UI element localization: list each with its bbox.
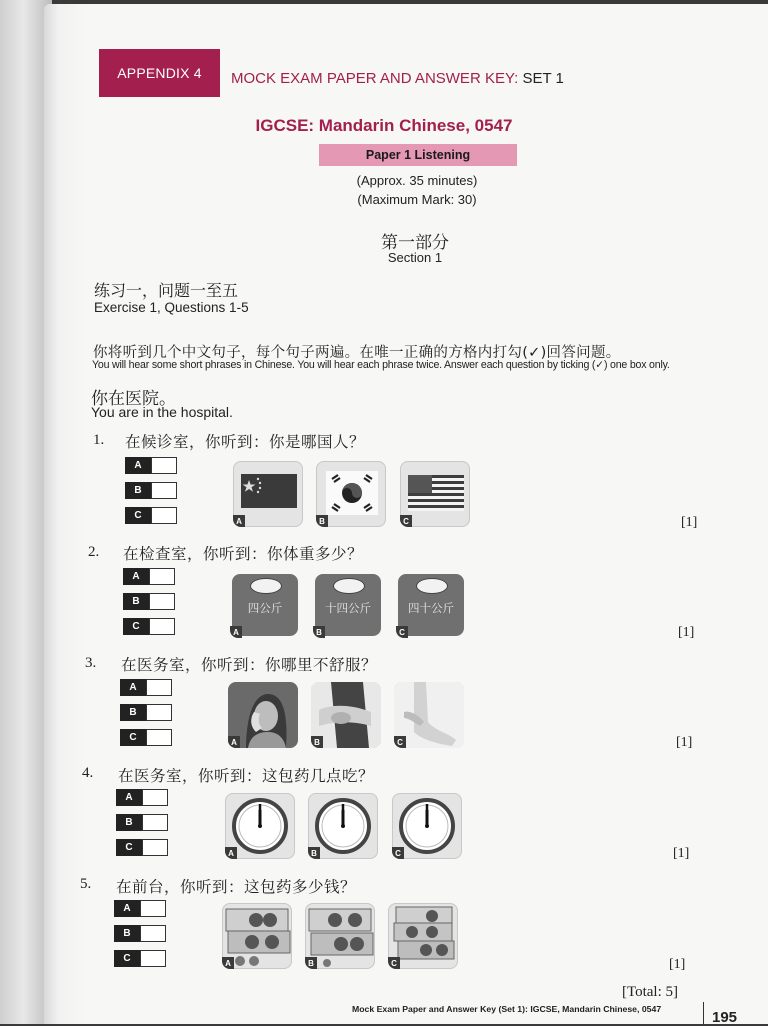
- question-1-option-b: [125, 482, 177, 499]
- option-label: C: [125, 507, 151, 524]
- clock-picture-b: [308, 793, 378, 859]
- section-title-en: Section 1: [387, 250, 443, 265]
- banknotes-picture-c: [388, 903, 458, 969]
- clock-picture-a: [225, 793, 295, 859]
- question-1-option-c: [125, 507, 177, 524]
- question-3-checkbox-a[interactable]: [146, 679, 172, 696]
- option-label: C: [120, 729, 146, 746]
- question-5-checkbox-a[interactable]: [140, 900, 166, 917]
- question-4-checkbox-a[interactable]: [142, 789, 168, 806]
- scale-dial: [333, 578, 365, 594]
- question-2-option-b: [123, 593, 175, 610]
- question-5-text: 在前台，你听到：这包药多少钱？: [116, 878, 357, 896]
- exam-duration: (Approx. 35 minutes): [356, 173, 478, 188]
- scale-weight-a: 四公斤: [247, 601, 283, 615]
- picture-letter: C: [388, 957, 400, 969]
- question-1-checkbox-b[interactable]: [151, 482, 177, 499]
- option-label: A: [116, 789, 142, 806]
- picture-letter: B: [313, 626, 325, 638]
- question-2-number: 2.: [88, 544, 100, 560]
- question-2-checkbox-c[interactable]: [149, 618, 175, 635]
- question-4-mark: [1]: [673, 846, 690, 861]
- picture-letter: A: [222, 957, 234, 969]
- section-title-cn: 第一部分: [381, 233, 449, 253]
- scale-weight-b: 十四公斤: [325, 601, 371, 615]
- clock-picture-c: [392, 793, 462, 859]
- picture-letter: B: [316, 515, 328, 527]
- question-4-checkbox-b[interactable]: [142, 814, 168, 831]
- question-5-option-c: [114, 950, 166, 967]
- scale-dial: [416, 578, 448, 594]
- location-cn: 你在医院。: [91, 389, 176, 409]
- paper-title: Paper 1 Listening: [365, 148, 471, 162]
- instructions-cn: 你将听到几个中文句子，每个句子两遍。在唯一正确的方格内打勾(✓)回答问题。: [93, 345, 621, 361]
- question-4-text: 在医务室，你听到：这包药几点吃？: [118, 767, 375, 785]
- question-3-option-b: [120, 704, 172, 721]
- question-5-checkbox-b[interactable]: [140, 925, 166, 942]
- option-label: C: [116, 839, 142, 856]
- question-4-option-c: [116, 839, 168, 856]
- question-3-text: 在医务室，你听到：你哪里不舒服？: [121, 656, 378, 674]
- picture-letter: C: [400, 515, 412, 527]
- scale-picture-c: [396, 572, 466, 638]
- question-2-checkbox-b[interactable]: [149, 593, 175, 610]
- ear-pain-picture: [228, 682, 298, 748]
- question-1-mark: [1]: [681, 515, 698, 530]
- question-2-option-c: [123, 618, 175, 635]
- option-label: B: [114, 925, 140, 942]
- picture-letter: B: [308, 847, 320, 859]
- question-3-mark: [1]: [676, 735, 693, 750]
- picture-letter: B: [305, 957, 317, 969]
- scale-dial: [250, 578, 282, 594]
- usa-flag-picture: [400, 461, 470, 527]
- question-2-mark: [1]: [678, 625, 695, 640]
- appendix-tab-label: APPENDIX 4: [117, 65, 202, 81]
- picture-letter: A: [230, 626, 242, 638]
- option-label: A: [120, 679, 146, 696]
- exam-max-mark: (Maximum Mark: 30): [357, 192, 477, 207]
- option-label: A: [123, 568, 149, 585]
- instructions-en: You will hear some short phrases in Chinese. You will hear each phrase twice. Answer each question by ticking (✓) one box only.: [92, 359, 670, 371]
- appendix-title: MOCK EXAM PAPER AND ANSWER KEY:: [231, 70, 519, 87]
- appendix-tab: [99, 49, 220, 97]
- arm-pain-picture: [311, 682, 381, 748]
- question-1-number: 1.: [93, 432, 105, 448]
- question-3-option-a: [120, 679, 172, 696]
- banknotes-picture-b: [305, 903, 375, 969]
- option-label: B: [123, 593, 149, 610]
- picture-letter: C: [396, 626, 408, 638]
- option-label: C: [114, 950, 140, 967]
- exercise-title-en: Exercise 1, Questions 1-5: [94, 300, 249, 315]
- question-5-option-b: [114, 925, 166, 942]
- option-label: B: [116, 814, 142, 831]
- appendix-set-label: SET 1: [522, 70, 564, 87]
- appendix-heading: [231, 70, 564, 87]
- question-1-text: 在候诊室，你听到：你是哪国人？: [125, 433, 366, 451]
- picture-letter: C: [394, 736, 406, 748]
- question-3-checkbox-b[interactable]: [146, 704, 172, 721]
- option-label: A: [114, 900, 140, 917]
- location-en: You are in the hospital.: [91, 404, 233, 420]
- banknotes-picture-a: [222, 903, 292, 969]
- scale-picture-a: [230, 572, 300, 638]
- option-label: B: [125, 482, 151, 499]
- option-label: B: [120, 704, 146, 721]
- question-4-option-a: [116, 789, 168, 806]
- question-5-mark: [1]: [669, 957, 686, 972]
- question-1-checkbox-a[interactable]: [151, 457, 177, 474]
- question-2-text: 在检查室，你听到：你体重多少？: [123, 545, 364, 563]
- exercise-title-cn: 练习一，问题一至五: [94, 281, 239, 300]
- total-marks: [Total: 5]: [622, 984, 679, 1000]
- option-label: A: [125, 457, 151, 474]
- scale-weight-c: 四十公斤: [408, 601, 454, 615]
- question-4-number: 4.: [82, 765, 94, 781]
- page-number: 195: [712, 1009, 738, 1026]
- question-5-number: 5.: [80, 876, 92, 892]
- picture-letter: C: [392, 847, 404, 859]
- paper-title-bar: [319, 144, 517, 166]
- question-4-option-b: [116, 814, 168, 831]
- option-label: C: [123, 618, 149, 635]
- scale-picture-b: [313, 572, 383, 638]
- question-5-option-a: [114, 900, 166, 917]
- china-flag-picture: [233, 461, 303, 527]
- exam-title: IGCSE: Mandarin Chinese, 0547: [255, 116, 513, 135]
- question-1-option-a: [125, 457, 177, 474]
- question-3-number: 3.: [85, 655, 97, 671]
- question-4-checkbox-c[interactable]: [142, 839, 168, 856]
- question-3-option-c: [120, 729, 172, 746]
- picture-letter: A: [228, 736, 240, 748]
- page-footer: Mock Exam Paper and Answer Key (Set 1): IGCSE, Mandarin Chinese, 0547: [352, 1004, 662, 1014]
- question-5-checkbox-c[interactable]: [140, 950, 166, 967]
- question-2-checkbox-a[interactable]: [149, 568, 175, 585]
- picture-letter: A: [225, 847, 237, 859]
- korea-flag-picture: [316, 461, 386, 527]
- picture-letter: B: [311, 736, 323, 748]
- footer-divider: [703, 1002, 704, 1024]
- question-3-checkbox-c[interactable]: [146, 729, 172, 746]
- ankle-pain-picture: [394, 682, 464, 748]
- question-2-option-a: [123, 568, 175, 585]
- picture-letter: A: [233, 515, 245, 527]
- question-1-checkbox-c[interactable]: [151, 507, 177, 524]
